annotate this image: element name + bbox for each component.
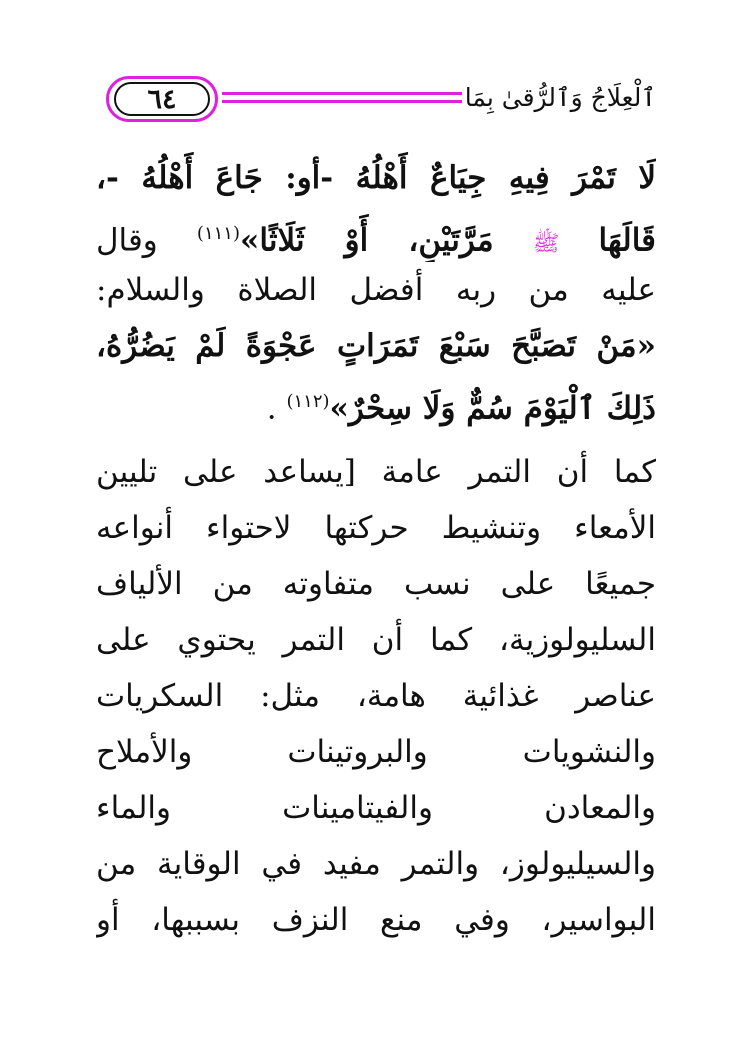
paragraph-line: الأمعاء وتنشيط حركتها لاحتواء أنواعه [96, 510, 656, 546]
paragraph-line: عناصر غذائية هامة، مثل: السكريات [96, 678, 656, 714]
paragraph-line: السليولوزية، كما أن التمر يحتوي على [96, 622, 656, 658]
running-title: ٱلْعِلَاجُ وَٱلرُّقىٰ بِمَا [464, 83, 656, 112]
header-rule-bottom [222, 100, 462, 103]
quote-line-5-text: ذَلِكَ ٱلْيَوْمَ سُمٌّ وَلَا سِحْرٌ» [329, 390, 656, 427]
quote-line-2-part-a: قَالَهَا [598, 222, 656, 259]
quote-line-2-part-b: مَرَّتَيْنِ، أَوْ ثَلَاثًا» [240, 222, 494, 259]
footnote-ref-112: (١١٢) [286, 391, 330, 412]
quote-line-1: لَا تَمْرَ فِيهِ جِيَاعٌ أَهْلُهُ -أو: جَاعَ أَهْلُهُ -، [96, 160, 656, 196]
footnote-ref-111: (١١١) [196, 223, 240, 244]
blessing-glyph: ﷺ [532, 231, 560, 257]
quote-line-2 [96, 206, 656, 262]
paragraph-line: جميعًا على نسب متفاوته من الألياف [96, 566, 656, 602]
paragraph-line: والمعادن والفيتامينات والماء [96, 790, 656, 826]
quote-line-5-end: . [266, 390, 277, 427]
page-number-badge [106, 76, 218, 122]
paragraph-line: البواسير، وفي منع النزف بسببها، أو [96, 902, 656, 938]
page-header [96, 72, 656, 128]
body-paragraph [96, 444, 656, 1004]
page-number: ٦٤ [114, 82, 210, 116]
quote-line-5 [96, 374, 656, 430]
paragraph-line: والسيليولوز، والتمر مفيد في الوقاية من [96, 846, 656, 882]
header-rule-top [222, 92, 462, 95]
hadith-quote [96, 150, 656, 430]
quote-line-4: «مَنْ تَصَبَّحَ سَبْعَ تَمَرَاتٍ عَجْوَةً لَمْ يَضُرُّهُ، [96, 328, 656, 364]
quote-line-2-part-c: وقال [96, 222, 158, 259]
paragraph-line: كما أن التمر عامة [يساعد على تليين [96, 454, 656, 490]
paragraph-line: والنشويات والبروتينات والأملاح [96, 734, 656, 770]
quote-line-3: عليه من ربه أفضل الصلاة والسلام: [96, 272, 656, 308]
